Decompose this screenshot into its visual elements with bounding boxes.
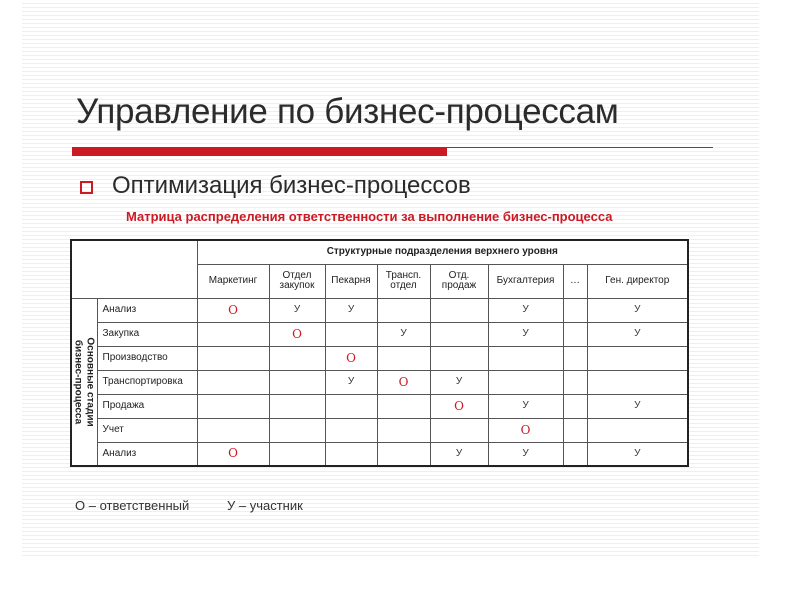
matrix-cell: O [488, 418, 563, 442]
matrix-cell: O [325, 346, 377, 370]
title-underline-thick [72, 147, 447, 156]
matrix-cell: У [587, 322, 688, 346]
responsibility-matrix [70, 239, 689, 467]
matrix-cell [269, 394, 325, 418]
matrix-row [71, 322, 688, 346]
row-group-label-line: бизнес-процесса [73, 339, 85, 424]
matrix-cell [563, 322, 587, 346]
stage-label: Транспортировка [97, 370, 197, 394]
departments-group-header: Структурные подразделения верхнего уровня [197, 240, 688, 264]
row-group-label-cell [71, 298, 97, 466]
matrix-cell: У [488, 442, 563, 466]
stage-label: Анализ [97, 442, 197, 466]
matrix-cell: У [488, 322, 563, 346]
matrix-cell [377, 346, 430, 370]
matrix-cell [563, 298, 587, 322]
matrix-cell [587, 346, 688, 370]
matrix-cell: O [377, 370, 430, 394]
slide-title: Управление по бизнес-процессам [76, 92, 619, 131]
matrix-cell: У [430, 370, 488, 394]
matrix-cell [430, 346, 488, 370]
matrix-cell [269, 370, 325, 394]
matrix-cell [563, 418, 587, 442]
matrix-row [71, 370, 688, 394]
department-header: … [563, 264, 587, 298]
matrix-cell [377, 298, 430, 322]
stage-label: Производство [97, 346, 197, 370]
matrix-cell [563, 442, 587, 466]
matrix-row [71, 346, 688, 370]
department-header: Пекарня [325, 264, 377, 298]
matrix-cell: У [430, 442, 488, 466]
matrix-cell [197, 418, 269, 442]
matrix-cell [430, 418, 488, 442]
matrix-cell [377, 442, 430, 466]
row-group-label-line: Основные стадии [84, 337, 96, 427]
matrix-cell [587, 370, 688, 394]
department-header: Отдел закупок [269, 264, 325, 298]
stage-label: Закупка [97, 322, 197, 346]
matrix-row [71, 394, 688, 418]
department-header: Трансп. отдел [377, 264, 430, 298]
matrix-cell: O [430, 394, 488, 418]
matrix-cell [269, 418, 325, 442]
matrix-cell: У [377, 322, 430, 346]
matrix-cell: У [488, 298, 563, 322]
matrix-cell [197, 346, 269, 370]
matrix-cell: У [488, 394, 563, 418]
matrix-cell [377, 394, 430, 418]
row-group-label [73, 337, 96, 426]
matrix-cell: У [325, 370, 377, 394]
matrix-cell [325, 442, 377, 466]
matrix-cell [325, 322, 377, 346]
matrix-cell: У [587, 394, 688, 418]
bullet-heading: Оптимизация бизнес-процессов [112, 172, 471, 199]
matrix-cell [563, 394, 587, 418]
matrix-cell: O [269, 322, 325, 346]
matrix-cell [269, 442, 325, 466]
matrix-caption: Матрица распределения ответственности за выполнение бизнес-процесса [126, 209, 613, 224]
matrix-cell [197, 370, 269, 394]
matrix-cell [377, 418, 430, 442]
department-header: Маркетинг [197, 264, 269, 298]
matrix-cell: У [325, 298, 377, 322]
matrix-cell: O [197, 442, 269, 466]
matrix-row [71, 298, 688, 322]
matrix-cell: У [587, 442, 688, 466]
department-header: Бухгалтерия [488, 264, 563, 298]
department-header: Ген. директор [587, 264, 688, 298]
matrix-cell [197, 394, 269, 418]
matrix-cell [430, 298, 488, 322]
matrix-cell [488, 346, 563, 370]
legend-participant: У – участник [227, 498, 303, 513]
department-header: Отд. продаж [430, 264, 488, 298]
matrix-cell: У [587, 298, 688, 322]
matrix-cell [430, 322, 488, 346]
matrix-row [71, 418, 688, 442]
matrix-corner-cell [71, 240, 197, 298]
matrix-cell: У [269, 298, 325, 322]
matrix-cell: O [197, 298, 269, 322]
matrix-cell [563, 346, 587, 370]
stage-label: Продажа [97, 394, 197, 418]
stage-label: Учет [97, 418, 197, 442]
matrix-cell [197, 322, 269, 346]
matrix-row [71, 442, 688, 466]
square-bullet-icon [80, 181, 93, 194]
legend-responsible: О – ответственный [75, 498, 190, 513]
matrix-cell [488, 370, 563, 394]
matrix-cell [325, 418, 377, 442]
matrix-cell [269, 346, 325, 370]
title-underline-thin [447, 147, 713, 148]
matrix-cell [325, 394, 377, 418]
matrix-cell [587, 418, 688, 442]
matrix-cell [563, 370, 587, 394]
stage-label: Анализ [97, 298, 197, 322]
